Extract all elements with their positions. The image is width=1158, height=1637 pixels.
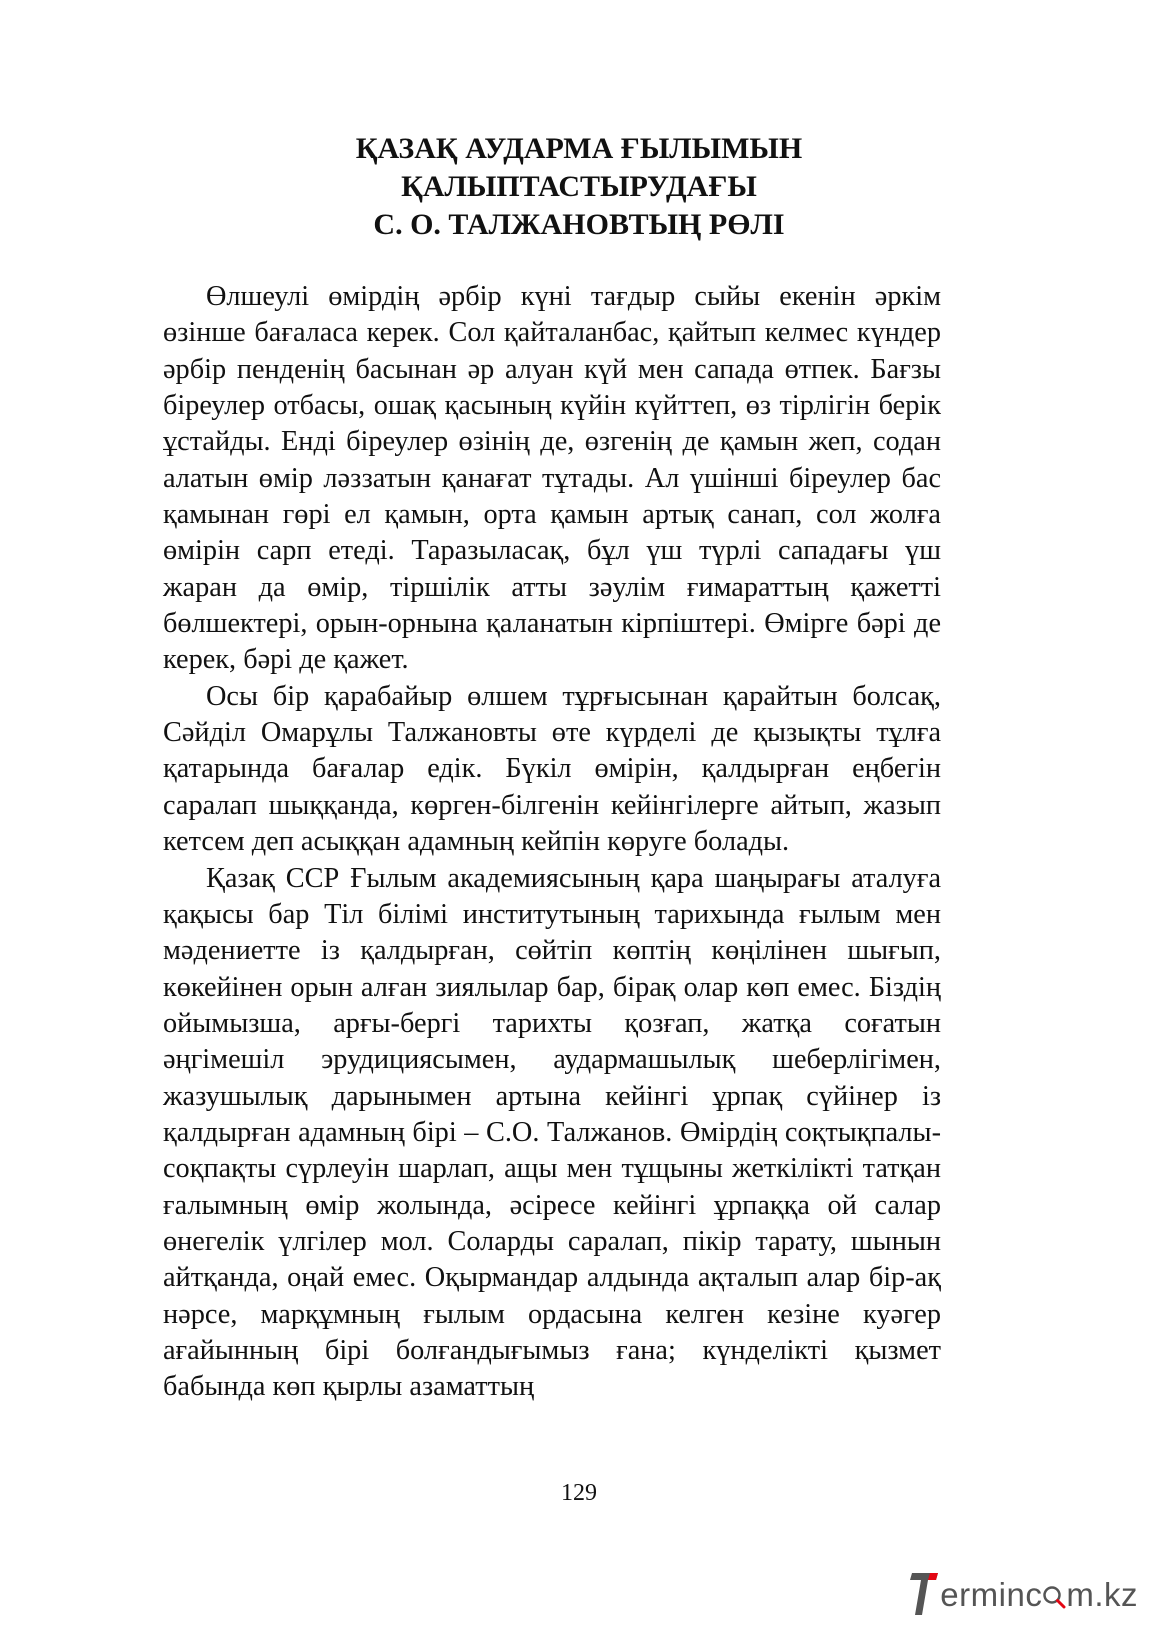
paragraph-1: Өлшеулі өмірдің әрбір күні тағдыр сыйы екенін әркім өзінше бағаласа керек. Сол қайталанбас, қайтып келмес күндер әрбір пенденің басынан әр алуан күй мен сапада өтпек. Бағзы біреулер отбасы, ошақ қасының күйін күйттеп, өз тірлігін берік ұстайды. Енді біреулер өзінің де, өзгенің де қамын жеп, содан алатын өмір ләззатын қанағат тұтады. Ал үшінші біреулер бас қамынан гөрі ел қамын, орта қамын артық санап, сол жолға өмірін сарп етеді. Таразыласақ, бұл үш түрлі сападағы үш жаран да өмір, тіршілік атты зәулім ғимараттың қажетті бөлшектері, орын-орнына қаланатын кірпіштері. Өмірге бәрі де керек, бәрі де қажет. — [163, 281, 941, 676]
title-line-3: С. О. ТАЛЖАНОВТЫҢ РӨЛІ — [373, 208, 785, 241]
title-line-2: ҚАЛЫПТАСТЫРУДАҒЫ — [401, 170, 757, 203]
article-title — [150, 130, 1008, 244]
stylized-t-icon — [910, 1571, 940, 1619]
article-body — [163, 279, 941, 1406]
watermark-text-1: ermin — [940, 1576, 1026, 1613]
magnifier-icon — [1042, 1581, 1066, 1609]
paragraph-2: Осы бір қарабайыр өлшем тұрғысынан қарайтын болсақ, Сәйділ Омарұлы Талжановты өте күрделі де қызықты тұлға қатарында бағалар едік. Бүкіл өмірін, қалдырған еңбегін саралап шыққанда, көрген-білгенін кейінгілерге айтып, жазып кетсем деп асыққан адамның кейпін көруге болады. — [163, 680, 941, 858]
title-line-1: ҚАЗАҚ АУДАРМА ҒЫЛЫМЫН — [355, 132, 803, 165]
watermark-text-2: c — [1025, 1576, 1043, 1613]
site-watermark[interactable] — [910, 1571, 1138, 1619]
page-number: 129 — [561, 1480, 597, 1506]
paragraph-3: Қазақ ССР Ғылым академиясының қара шаңырағы аталуға қақысы бар Тіл білімі институтының тарихында ғылым мен мәдениетте із қалдырған, сөйтіп көптің көңілінен шығып, көкейінен орын алған зиялылар бар, бірақ олар көп емес. Біздің ойымызша, арғы-бергі тарихты қозғап, жатқа соғатын әңгімешіл эрудициясымен, аудармашылық шеберлігімен, жазушылық дарынымен артына кейінгі ұрпақ сүйінер із қалдырған адамның бірі – С.О. Талжанов. Өмірдің соқтықпалы-соқпақты сүрлеуін шарлап, ащы мен тұщыны жеткілікті татқан ғалымның өмір жолында, әсіресе кейінгі ұрпаққа ой салар өнегелік үлгілер мол. Соларды саралап, пікір тарату, шынын айтқанда, оңай емес. Оқырмандар алдында ақталып алар бір-ақ нәрсе, марқұмның ғылым ордасына келген кезіне куәгер ағайынның бірі болғандығымыз ғана; күнделікті қызмет бабында көп қырлы азаматтың — [163, 862, 941, 1403]
watermark-text-3: m.kz — [1066, 1576, 1138, 1613]
